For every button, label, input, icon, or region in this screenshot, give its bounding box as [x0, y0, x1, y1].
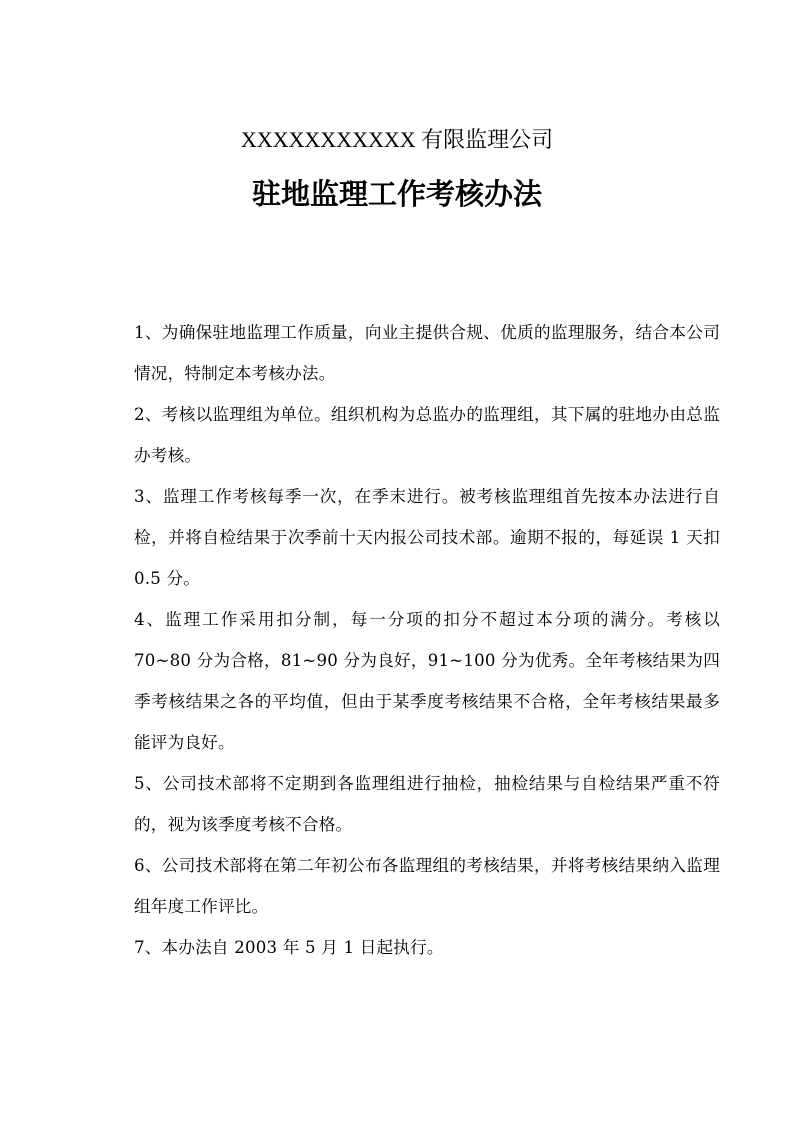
clause-3: 3、监理工作考核每季一次，在季末进行。被考核监理组首先按本办法进行自检，并将自检结果于次季前十天内报公司技术部。逾期不报的，每延误 1 天扣 0.5 分。: [134, 487, 720, 588]
clause-1: 1、为确保驻地监理工作质量，向业主提供合规、优质的监理服务，结合本公司情况，特制定本考核办法。: [134, 323, 720, 383]
clause-7: 7、本办法自 2003 年 5 月 1 日起执行。: [134, 938, 444, 957]
clause-6: 6、公司技术部将在第二年初公布各监理组的考核结果，并将考核结果纳入监理组年度工作评比。: [134, 856, 720, 916]
clause-5: 5、公司技术部将不定期到各监理组进行抽检，抽检结果与自检结果严重不符的，视为该季度考核不合格。: [134, 774, 720, 834]
clause-2: 2、考核以监理组为单位。组织机构为总监办的监理组，其下属的驻地办由总监办考核。: [134, 405, 720, 465]
clause-4: 4、监理工作采用扣分制，每一分项的扣分不超过本分项的满分。考核以 70~80 分为合格，81~90 分为良好，91~100 分为优秀。全年考核结果为四季考核结果之各的平均值，但由于某季度考核结果不合格，全年考核结果最多能评为良好。: [134, 610, 720, 752]
company-name: XXXXXXXXXXX 有限监理公司: [240, 127, 554, 152]
document-title: 驻地监理工作考核办法: [251, 177, 542, 211]
document-body: [134, 312, 720, 968]
